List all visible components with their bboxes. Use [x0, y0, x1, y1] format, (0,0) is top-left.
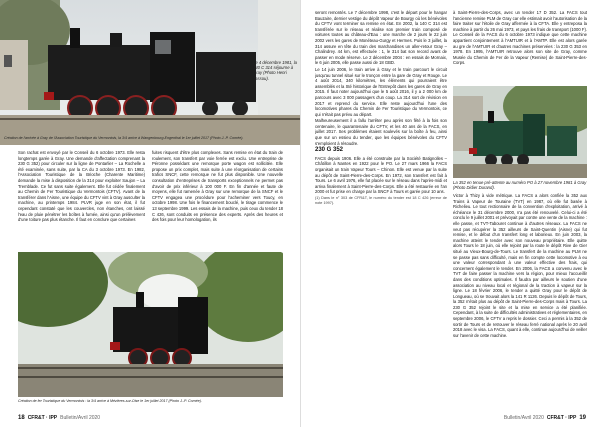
photo-locomotive-230g352 [453, 86, 587, 178]
right-col1-para-1: seront remontés. Le 7 décembre 1998, c'est le départ pour le hangar Bauzaire, dernier vestige du dépôt Vapeur de Bourgy où les bénévoles du CFTV vont terminer sa remise en état. En 2002, la 140 C 314 est transférée sur le réseau et réalise son premier train composé de voitures toutes au château-d'Eau : une marche de 2 jours le 22 juin 2002 vers les gares de Monéteau-Gurgy et Hermes. Puis le 3 juillet, la 314 assure en tête du train des marchandises un aller-retour Gray – Chalindrey. 44 km, est effectuée : 1, le 314 bat son record avant de passer en mode réserve. Le 2 décembre 2004 : en essais de Mornaix, le 6 juin 2005, elle passe aussi de 18 GBD. [315, 10, 447, 66]
right-page [300, 0, 600, 427]
right-footer [504, 415, 586, 421]
left-column-2: fuites risquent d'être plus complexes. Sans remise en état du train de roulement, son transfert par voie ferrée est exclu. Une entreprise de Péronne possédant une remorque porte wagon est sollicitée. Elle propose un prix complet, mais suite à une réorganisation de certains trafics SNCF, cette remorque ne fut plus disponible. Une nouvelle consultation d'entreprises de transports exceptionnels ne permet pas d'avoir de prix inférieur à 100 000 F. En fin d'année et faute de moyens, elle fut ramenée à Gray sur une remorque de la SNCF et le CFTV engagea une procédure pour l'acheminer vers Toucy, en octobre 1998. Une fois le financement bouclé, le tirage commence le 13 septembre 1999. Les essais de la machine, puis ceux du tender 18 C 426, sont conduits en présence des experts. Après des heures et des fois pour leur homologation, ils [152, 150, 283, 223]
footer-brand: CFR&T · IPP [27, 415, 58, 421]
footer-brand-right: CFR&T · IPP [546, 415, 577, 421]
left-footer [18, 415, 100, 421]
right-col1-para-4: FACS depuis 1906. Elle a été construite par la Société Batignolles – Châtillon à Nantes en 1922 pour le PO. Le 27 mars 1966 la FACS organisait un train Vapeur Tours – Chinon. Elle est venue par la suite au dépôt de Saint-Pierre-des-Corps. En 1972, son transfert est fait à Tours. Le 6 avril 1976, elle fut placée sur le réseau dans l'après-midi et arriva finalement à Saint-Pierre-des-Corps. Elle a été restaurée en l'an 2000 et fut prise en charge par la SNCF à Tours et garée pour 10 ans. [315, 155, 447, 195]
right-col1-para-2: Le 14 juin 2006, le train arrive à Gray et le train parcourt le circuit jusqu'au tunnel situé sur le tronçon entre la gare de Gray et Rouge. Le 4 août 2014, 340 kilomètres, les éléments qui pourraient être assemblés et la Sté historique de l'Entrepôt dans les gares de Gray en 2015. Il faut noter aujourd'hui que le 5 août 2016, il y a 2 000 km de parcours avec 3 000 passagers d'un coup. La 314 sort de révision en 2017 et reprend du service. Elle reste aujourd'hui l'une des locomotives phares du Chemin de Fer Touristique du Vermontois, ce qui n'était pas prévu au départ. [315, 66, 447, 117]
right-column-2-bottom: Victor à Thizy à vide métrique. La FACS a alors confiée la 352 aux Trains à Vapeur de Touraine (TVT) en 1987, où elle fut basée à Richelieu. Le tout rectionnaire de la convention d'exploitation, arrivé à échéance le 31 décembre 2000, n'a pas été renouvelé. Celui-ci a été conclu le 9 juillet 2001 et prévoyait par contre une vente de la machine : elle passe, et TVT-Tabouret continue à d'autres réseaux. La FACS ne veut pas récupérer la 352 ailleurs de Saint-Quentin (Aisne) qui fut remise, et le début d'un transfert long et laborieux. En juin 2003, la machine atteint le tender avec son nouveau propriétaire. Elle quitte alors Tours le 18 juin, où elle rejoint par la route le dépôt Rive de Gier situé au Vieux-Bourg-de-Tours. Le transfert de la machine au PLM ne se passe pas sans difficulté, mais en fin compte cette locomotive à eu une valeur correspondant à une valeur effective des frais, qui concernent également le tender. En 2006, la FACS a convenu avec le TVT de faire passer la machine vers la région, pour mieux l'accueillir dans des conditions optimales. Il faudra par ailleurs le soutien d'une association au niveau local et régional de la traction à vapeur sur la ligne. Le 18 février 2006, le tender a quitté Gray pour le dépôt de Longueau, où se trouvait alors la 141 R 1126. Depuis le dépôt de Tours, la 352 n'était plus au dépôt de Saint-Pierre-des-Corps mais à Tours. La 230 G 352 rejoint le site et la mise en service a été planifiée. Cependant, à la suite de difficultés administratives et réglementaires, en septembre 2006, le CFTV a repris le dossier. Ceci a permis à la 352 de sortir de Tours et de retrouver le réseau ferré national après le 20 avril 2018 avec le visa. La FACS, quant à elle, continue aujourd'hui de veiller sur l'avenir de cette machine. [453, 193, 587, 338]
right-col1-para-3: Malheureusement il a fallu l'arrêter peu après son fêté à la fois son centenaire, le quarantenaire du CFTV, et les 40 ans de la FACS, en juillet 2017. Ses problèmes étaient soulevés sur la boîte à feu, ainsi que sur un essieu du tender, que les équipes bénévoles du CFTV s'emploient à résoudre. [315, 118, 447, 146]
section-title: 230 G 352 [315, 147, 344, 154]
photo-top-caption: Création de l'arrivée à Gray de l'Association Touristique du Vermontois, la 3/4 arrive à Wangenbourg-Engenthal le 1er juillet 2017 (Photo J.-P. Cornée). [4, 136, 244, 140]
right-column-2-top: à Saint-Pierre-des-Corps, avec un tender 17 D 352. La FACS tout l'ancienne remise PLM de Gray car elle estimait avoir l'autorisation de la faire traiter sur l'étoile de Gray affermée à la CFTA. Elle y entreposa la machine à partir du 26 mai 1973, et pays les frais de transport (1000 F). Le Conseil de la FACS du 6 octobre 1973 indique que cette machine appartient conjointement à l'AMTUIR et à l'AMTP. Elle est alors garée au gre de l'AMTUIR et d'autres machines préservées : la 230 G 353 en 1978. En 1995, l'AMTUIR retrouve alors son site de Gray, comme Musée du Chemin de Fer de la Vapeur (Remise) de Saint-Pierre-des-Corps. [453, 10, 587, 66]
page-number: 18 [18, 415, 25, 421]
left-column-1: Son rachat est envoyé par le Conseil du 6 octobre 1973. Elle resta longtemps garée à Gray. Une demande d'affectation comprenant la 230 G 352) pour circuler sur la ligne de Pontarlier – La Rochelle a été examinée, sans suite, par la CA du 3 octobre 1973. En 1982, l'Association Touristique de la Brioche (Charente Maritime) demande la mise à disposition de la 314 pour exploiter Saujon – La Tremblade. Ce fut sans suite également. Elle fut cédée finalement au Chemin de Fer Touristique du Vermontois (CFTV). Avant de la transférer dans l'Aisne, une équipe du CFTV vint à Gray ausculter la machine, au printemps 1984. PLVR juge en son état, il fut cependant constaté que les couvercles, non étanches, ont laissé l'eau de pluie pénétrer les boîtes à fumée, ainsi qu'un prélèvement d'une toiture pas plus étanche. Il faut en conclure que certaines [18, 150, 145, 223]
page-number-right: 19 [579, 415, 586, 421]
footnote: (1) Dans le n° 303 de CFR&T, le numéro du tender est 18 C 426 (erreur de note 1997). [315, 196, 447, 205]
right-column-1 [315, 10, 447, 410]
photo-right-page-caption: La 352 en tenue pré-attente au numéro PO à 27 novembre 1981 à Gray (Photo Didier Durand). [453, 180, 587, 191]
footer-subtitle-right: Bulletin/Avril 2020 [503, 415, 544, 421]
photo-right-caption: Le 4 décembre 1981, la 140 C 314 séjourne à Gray (Photo Henri Tassou). [253, 60, 297, 81]
photo-bottom-caption: Création de fer Touristique du Vermontois : la 3/4 arrive à Mézières-sur-Oise le 1er juillet 2017 (Photo J.-P. Cornée). [18, 399, 202, 403]
footer-subtitle: Bulletin/Avril 2020 [60, 415, 101, 421]
photo-locomotive-vermontois [18, 252, 283, 397]
